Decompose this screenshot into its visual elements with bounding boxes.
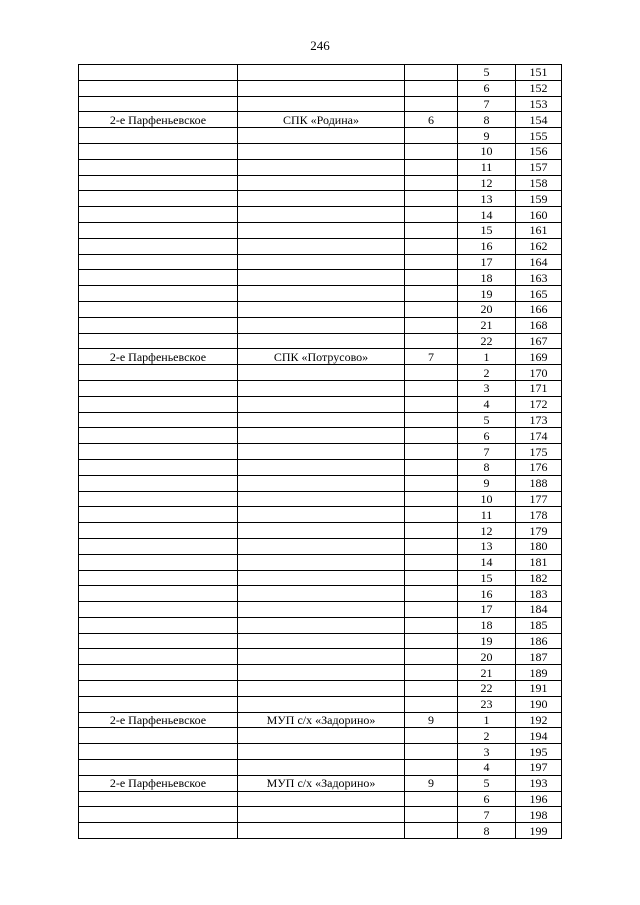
- enterprise-cell: [238, 807, 405, 823]
- enterprise-cell: [238, 143, 405, 159]
- section-cell: [405, 823, 458, 839]
- id-cell: 180: [516, 538, 562, 554]
- settlement-cell: [79, 270, 238, 286]
- table-row: [79, 554, 562, 570]
- table-row: [79, 760, 562, 776]
- enterprise-cell: [238, 523, 405, 539]
- table-row: [79, 696, 562, 712]
- enterprise-cell: [238, 491, 405, 507]
- table-row: [79, 823, 562, 839]
- plot-number-cell: 17: [458, 602, 516, 618]
- table-row: [79, 143, 562, 159]
- id-cell: 181: [516, 554, 562, 570]
- plot-number-cell: 10: [458, 143, 516, 159]
- plot-number-cell: 14: [458, 554, 516, 570]
- section-cell: [405, 459, 458, 475]
- table-row: [79, 507, 562, 523]
- settlement-cell: [79, 254, 238, 270]
- id-cell: 199: [516, 823, 562, 839]
- table-row: [79, 396, 562, 412]
- table-row: [79, 349, 562, 365]
- enterprise-cell: [238, 444, 405, 460]
- settlement-cell: [79, 128, 238, 144]
- plot-number-cell: 6: [458, 428, 516, 444]
- id-cell: 190: [516, 696, 562, 712]
- settlement-cell: [79, 728, 238, 744]
- settlement-cell: [79, 538, 238, 554]
- id-cell: 191: [516, 681, 562, 697]
- enterprise-cell: [238, 633, 405, 649]
- enterprise-cell: [238, 96, 405, 112]
- id-cell: 168: [516, 317, 562, 333]
- id-cell: 158: [516, 175, 562, 191]
- settlement-cell: [79, 301, 238, 317]
- plot-number-cell: 18: [458, 270, 516, 286]
- id-cell: 175: [516, 444, 562, 460]
- settlement-cell: [79, 175, 238, 191]
- plot-number-cell: 22: [458, 333, 516, 349]
- section-cell: [405, 143, 458, 159]
- table-row: [79, 412, 562, 428]
- plot-number-cell: 4: [458, 760, 516, 776]
- settlement-cell: [79, 143, 238, 159]
- plot-number-cell: 23: [458, 696, 516, 712]
- enterprise-cell: [238, 665, 405, 681]
- enterprise-cell: [238, 380, 405, 396]
- section-cell: [405, 475, 458, 491]
- settlement-cell: [79, 380, 238, 396]
- enterprise-cell: [238, 791, 405, 807]
- id-cell: 192: [516, 712, 562, 728]
- id-cell: 161: [516, 222, 562, 238]
- enterprise-cell: [238, 586, 405, 602]
- plot-number-cell: 22: [458, 681, 516, 697]
- enterprise-cell: [238, 554, 405, 570]
- id-cell: 197: [516, 760, 562, 776]
- plot-number-cell: 9: [458, 475, 516, 491]
- plot-number-cell: 5: [458, 775, 516, 791]
- id-cell: 165: [516, 286, 562, 302]
- enterprise-cell: МУП с/х «Задорино»: [238, 775, 405, 791]
- section-cell: [405, 412, 458, 428]
- table-row: [79, 807, 562, 823]
- id-cell: 183: [516, 586, 562, 602]
- enterprise-cell: [238, 365, 405, 381]
- id-cell: 196: [516, 791, 562, 807]
- section-cell: [405, 507, 458, 523]
- settlement-cell: [79, 760, 238, 776]
- settlement-cell: [79, 554, 238, 570]
- enterprise-cell: [238, 286, 405, 302]
- table-row: [79, 333, 562, 349]
- table-row: [79, 633, 562, 649]
- id-cell: 184: [516, 602, 562, 618]
- table-row: [79, 112, 562, 128]
- enterprise-cell: [238, 570, 405, 586]
- section-cell: 6: [405, 112, 458, 128]
- enterprise-cell: [238, 760, 405, 776]
- section-cell: [405, 128, 458, 144]
- table-row: [79, 128, 562, 144]
- settlement-cell: [79, 791, 238, 807]
- section-cell: [405, 807, 458, 823]
- plot-number-cell: 15: [458, 570, 516, 586]
- enterprise-cell: [238, 80, 405, 96]
- enterprise-cell: МУП с/х «Задорино»: [238, 712, 405, 728]
- plot-number-cell: 4: [458, 396, 516, 412]
- table-row: [79, 681, 562, 697]
- id-cell: 160: [516, 207, 562, 223]
- table-row: [79, 649, 562, 665]
- id-cell: 151: [516, 65, 562, 81]
- enterprise-cell: [238, 270, 405, 286]
- registry-table-body: [79, 65, 562, 839]
- enterprise-cell: [238, 617, 405, 633]
- section-cell: [405, 760, 458, 776]
- enterprise-cell: [238, 254, 405, 270]
- plot-number-cell: 21: [458, 665, 516, 681]
- section-cell: [405, 428, 458, 444]
- section-cell: [405, 681, 458, 697]
- table-row: [79, 444, 562, 460]
- table-row: [79, 459, 562, 475]
- enterprise-cell: [238, 301, 405, 317]
- section-cell: [405, 586, 458, 602]
- enterprise-cell: [238, 191, 405, 207]
- enterprise-cell: [238, 238, 405, 254]
- settlement-cell: [79, 586, 238, 602]
- plot-number-cell: 7: [458, 444, 516, 460]
- enterprise-cell: [238, 175, 405, 191]
- section-cell: [405, 491, 458, 507]
- settlement-cell: [79, 286, 238, 302]
- settlement-cell: [79, 396, 238, 412]
- table-row: [79, 286, 562, 302]
- section-cell: [405, 602, 458, 618]
- section-cell: [405, 301, 458, 317]
- plot-number-cell: 21: [458, 317, 516, 333]
- enterprise-cell: [238, 65, 405, 81]
- settlement-cell: 2-е Парфеньевское: [79, 112, 238, 128]
- enterprise-cell: [238, 538, 405, 554]
- enterprise-cell: [238, 222, 405, 238]
- section-cell: [405, 570, 458, 586]
- id-cell: 166: [516, 301, 562, 317]
- plot-number-cell: 19: [458, 286, 516, 302]
- id-cell: 156: [516, 143, 562, 159]
- plot-number-cell: 7: [458, 807, 516, 823]
- enterprise-cell: [238, 649, 405, 665]
- plot-number-cell: 7: [458, 96, 516, 112]
- section-cell: [405, 728, 458, 744]
- plot-number-cell: 1: [458, 349, 516, 365]
- id-cell: 179: [516, 523, 562, 539]
- section-cell: [405, 222, 458, 238]
- table-row: [79, 586, 562, 602]
- table-row: [79, 254, 562, 270]
- settlement-cell: [79, 207, 238, 223]
- section-cell: [405, 791, 458, 807]
- id-cell: 164: [516, 254, 562, 270]
- enterprise-cell: [238, 396, 405, 412]
- settlement-cell: [79, 428, 238, 444]
- settlement-cell: [79, 617, 238, 633]
- section-cell: [405, 96, 458, 112]
- plot-number-cell: 8: [458, 459, 516, 475]
- enterprise-cell: [238, 728, 405, 744]
- enterprise-cell: [238, 475, 405, 491]
- table-row: [79, 191, 562, 207]
- id-cell: 163: [516, 270, 562, 286]
- section-cell: 9: [405, 712, 458, 728]
- plot-number-cell: 9: [458, 128, 516, 144]
- section-cell: [405, 191, 458, 207]
- id-cell: 167: [516, 333, 562, 349]
- section-cell: [405, 396, 458, 412]
- plot-number-cell: 8: [458, 112, 516, 128]
- plot-number-cell: 8: [458, 823, 516, 839]
- settlement-cell: [79, 365, 238, 381]
- id-cell: 193: [516, 775, 562, 791]
- section-cell: [405, 207, 458, 223]
- plot-number-cell: 2: [458, 728, 516, 744]
- section-cell: [405, 538, 458, 554]
- section-cell: [405, 317, 458, 333]
- enterprise-cell: [238, 128, 405, 144]
- section-cell: [405, 254, 458, 270]
- section-cell: [405, 554, 458, 570]
- settlement-cell: [79, 159, 238, 175]
- plot-number-cell: 3: [458, 744, 516, 760]
- enterprise-cell: СПК «Родина»: [238, 112, 405, 128]
- settlement-cell: [79, 412, 238, 428]
- id-cell: 185: [516, 617, 562, 633]
- section-cell: [405, 380, 458, 396]
- id-cell: 169: [516, 349, 562, 365]
- section-cell: [405, 80, 458, 96]
- section-cell: [405, 175, 458, 191]
- table-row: [79, 238, 562, 254]
- enterprise-cell: [238, 602, 405, 618]
- table-row: [79, 80, 562, 96]
- plot-number-cell: 2: [458, 365, 516, 381]
- section-cell: 7: [405, 349, 458, 365]
- settlement-cell: [79, 696, 238, 712]
- id-cell: 187: [516, 649, 562, 665]
- plot-number-cell: 6: [458, 80, 516, 96]
- settlement-cell: [79, 649, 238, 665]
- table-row: [79, 791, 562, 807]
- id-cell: 172: [516, 396, 562, 412]
- enterprise-cell: СПК «Потрусово»: [238, 349, 405, 365]
- plot-number-cell: 20: [458, 301, 516, 317]
- table-row: [79, 65, 562, 81]
- settlement-cell: [79, 65, 238, 81]
- settlement-cell: 2-е Парфеньевское: [79, 712, 238, 728]
- id-cell: 198: [516, 807, 562, 823]
- plot-number-cell: 12: [458, 523, 516, 539]
- enterprise-cell: [238, 159, 405, 175]
- plot-number-cell: 11: [458, 159, 516, 175]
- enterprise-cell: [238, 412, 405, 428]
- settlement-cell: [79, 444, 238, 460]
- page-number: 246: [310, 38, 330, 53]
- plot-number-cell: 11: [458, 507, 516, 523]
- plot-number-cell: 13: [458, 191, 516, 207]
- table-row: [79, 96, 562, 112]
- table-row: [79, 570, 562, 586]
- settlement-cell: [79, 823, 238, 839]
- settlement-cell: [79, 602, 238, 618]
- section-cell: [405, 333, 458, 349]
- plot-number-cell: 13: [458, 538, 516, 554]
- id-cell: 177: [516, 491, 562, 507]
- settlement-cell: [79, 523, 238, 539]
- id-cell: 159: [516, 191, 562, 207]
- settlement-cell: [79, 681, 238, 697]
- id-cell: 194: [516, 728, 562, 744]
- settlement-cell: [79, 96, 238, 112]
- id-cell: 176: [516, 459, 562, 475]
- settlement-cell: [79, 238, 238, 254]
- section-cell: [405, 365, 458, 381]
- plot-number-cell: 15: [458, 222, 516, 238]
- table-row: [79, 207, 562, 223]
- section-cell: 9: [405, 775, 458, 791]
- table-row: [79, 317, 562, 333]
- id-cell: 170: [516, 365, 562, 381]
- table-row: [79, 523, 562, 539]
- settlement-cell: [79, 491, 238, 507]
- settlement-cell: [79, 191, 238, 207]
- table-row: [79, 301, 562, 317]
- section-cell: [405, 286, 458, 302]
- section-cell: [405, 65, 458, 81]
- plot-number-cell: 14: [458, 207, 516, 223]
- section-cell: [405, 617, 458, 633]
- registry-table: [78, 64, 562, 839]
- settlement-cell: [79, 807, 238, 823]
- section-cell: [405, 665, 458, 681]
- table-row: [79, 665, 562, 681]
- settlement-cell: [79, 507, 238, 523]
- plot-number-cell: 5: [458, 65, 516, 81]
- section-cell: [405, 523, 458, 539]
- enterprise-cell: [238, 459, 405, 475]
- id-cell: 153: [516, 96, 562, 112]
- plot-number-cell: 19: [458, 633, 516, 649]
- enterprise-cell: [238, 744, 405, 760]
- id-cell: 171: [516, 380, 562, 396]
- section-cell: [405, 744, 458, 760]
- enterprise-cell: [238, 207, 405, 223]
- table-row: [79, 475, 562, 491]
- settlement-cell: [79, 633, 238, 649]
- enterprise-cell: [238, 317, 405, 333]
- enterprise-cell: [238, 681, 405, 697]
- settlement-cell: 2-е Парфеньевское: [79, 775, 238, 791]
- settlement-cell: [79, 570, 238, 586]
- id-cell: 178: [516, 507, 562, 523]
- table-row: [79, 538, 562, 554]
- section-cell: [405, 649, 458, 665]
- table-row: [79, 617, 562, 633]
- plot-number-cell: 16: [458, 586, 516, 602]
- table-row: [79, 602, 562, 618]
- enterprise-cell: [238, 333, 405, 349]
- table-row: [79, 270, 562, 286]
- id-cell: 155: [516, 128, 562, 144]
- table-row: [79, 175, 562, 191]
- enterprise-cell: [238, 507, 405, 523]
- section-cell: [405, 159, 458, 175]
- section-cell: [405, 444, 458, 460]
- id-cell: 195: [516, 744, 562, 760]
- id-cell: 173: [516, 412, 562, 428]
- id-cell: 174: [516, 428, 562, 444]
- table-row: [79, 775, 562, 791]
- enterprise-cell: [238, 823, 405, 839]
- enterprise-cell: [238, 696, 405, 712]
- enterprise-cell: [238, 428, 405, 444]
- id-cell: 188: [516, 475, 562, 491]
- table-row: [79, 159, 562, 175]
- plot-number-cell: 10: [458, 491, 516, 507]
- section-cell: [405, 270, 458, 286]
- plot-number-cell: 6: [458, 791, 516, 807]
- plot-number-cell: 16: [458, 238, 516, 254]
- table-row: [79, 222, 562, 238]
- settlement-cell: [79, 333, 238, 349]
- plot-number-cell: 5: [458, 412, 516, 428]
- id-cell: 189: [516, 665, 562, 681]
- table-row: [79, 712, 562, 728]
- table-row: [79, 365, 562, 381]
- settlement-cell: 2-е Парфеньевское: [79, 349, 238, 365]
- settlement-cell: [79, 80, 238, 96]
- table-row: [79, 728, 562, 744]
- section-cell: [405, 238, 458, 254]
- id-cell: 162: [516, 238, 562, 254]
- plot-number-cell: 20: [458, 649, 516, 665]
- settlement-cell: [79, 744, 238, 760]
- plot-number-cell: 1: [458, 712, 516, 728]
- table-row: [79, 744, 562, 760]
- section-cell: [405, 696, 458, 712]
- plot-number-cell: 3: [458, 380, 516, 396]
- id-cell: 152: [516, 80, 562, 96]
- plot-number-cell: 17: [458, 254, 516, 270]
- plot-number-cell: 12: [458, 175, 516, 191]
- id-cell: 154: [516, 112, 562, 128]
- settlement-cell: [79, 317, 238, 333]
- settlement-cell: [79, 665, 238, 681]
- settlement-cell: [79, 222, 238, 238]
- id-cell: 157: [516, 159, 562, 175]
- id-cell: 186: [516, 633, 562, 649]
- section-cell: [405, 633, 458, 649]
- table-row: [79, 428, 562, 444]
- settlement-cell: [79, 475, 238, 491]
- table-row: [79, 491, 562, 507]
- settlement-cell: [79, 459, 238, 475]
- table-row: [79, 380, 562, 396]
- plot-number-cell: 18: [458, 617, 516, 633]
- id-cell: 182: [516, 570, 562, 586]
